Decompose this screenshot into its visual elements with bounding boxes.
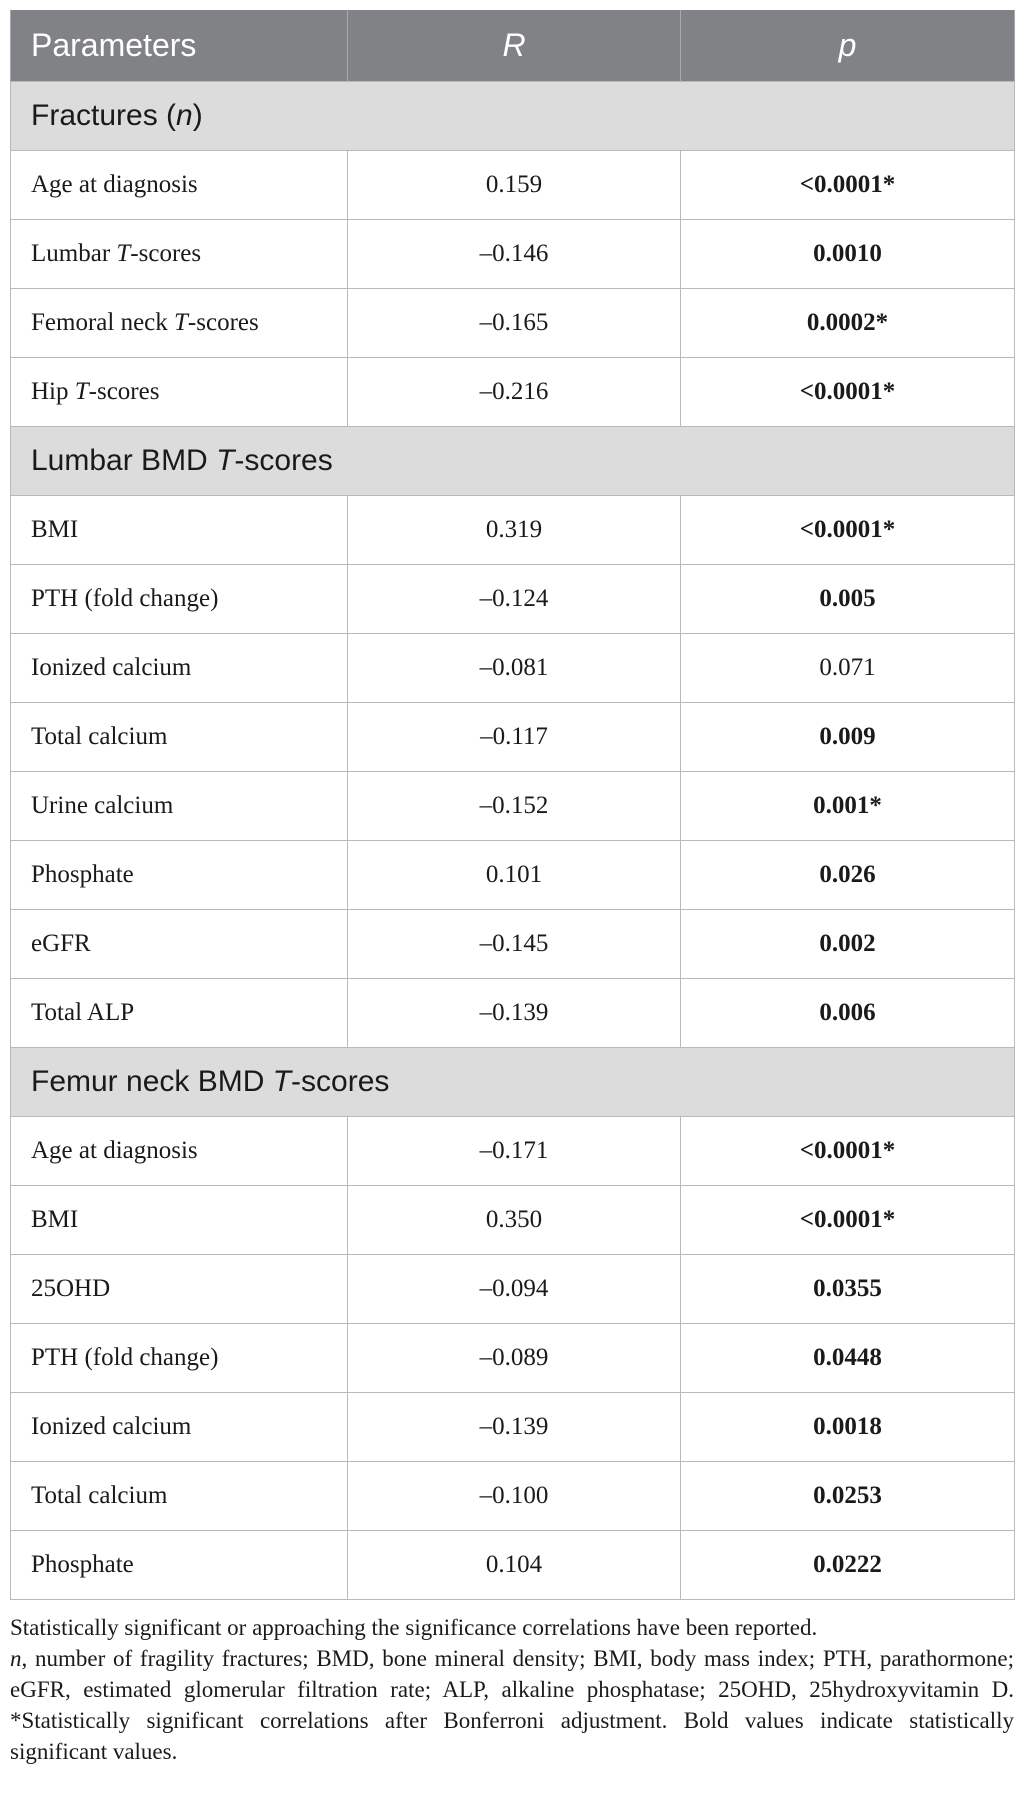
r-value-cell: 0.159: [348, 150, 681, 219]
p-value-cell: 0.005: [681, 564, 1015, 633]
footnote-text: , number of fragility fractures; BMD, bone mineral density; BMI, body mass index; PTH, parathormone; eGFR, estimated glomerular filtration rate; ALP, alkaline phosphatase; 25OHD, 25hydroxyvitamin D. *Statistically significant correlations after Bonferroni adjustment. Bold values indicate statistically significant values.: [10, 1645, 1014, 1764]
p-value-cell: 0.026: [681, 840, 1015, 909]
section-title-suffix: ): [192, 98, 203, 132]
parameter-cell: [11, 1116, 348, 1185]
section-title-suffix: -scores: [291, 1064, 390, 1098]
r-value-cell: 0.319: [348, 495, 681, 564]
section-title-italic: T: [216, 443, 235, 477]
parameter-text: Total ALP: [31, 998, 135, 1026]
p-value-cell: <0.0001*: [681, 1185, 1015, 1254]
section-title-text: Femur neck BMD: [31, 1064, 273, 1098]
p-value-cell: 0.0448: [681, 1323, 1015, 1392]
r-value-cell: –0.216: [348, 357, 681, 426]
parameter-cell: [11, 840, 348, 909]
footnote-line1: Statistically significant or approaching the significance correlations have been reported.: [10, 1614, 818, 1640]
table-row: [11, 1116, 1015, 1185]
table-row: [11, 1461, 1015, 1530]
section-title: [11, 1047, 1015, 1116]
parameter-cell: [11, 1185, 348, 1254]
table-row: [11, 771, 1015, 840]
parameter-suffix: -scores: [130, 239, 202, 267]
table-body: [11, 81, 1015, 1599]
r-value-cell: 0.101: [348, 840, 681, 909]
parameter-text: Hip: [31, 377, 75, 405]
parameter-cell: [11, 1323, 348, 1392]
parameter-suffix: -scores: [187, 308, 259, 336]
header-parameters: Parameters: [11, 10, 348, 81]
correlation-table-figure: [10, 10, 1014, 1767]
parameter-cell: [11, 219, 348, 288]
parameter-italic: T: [174, 308, 188, 336]
parameter-cell: [11, 1461, 348, 1530]
r-value-cell: –0.081: [348, 633, 681, 702]
table-footnote: [10, 1612, 1014, 1767]
table-row: [11, 1185, 1015, 1254]
header-r: R: [348, 10, 681, 81]
parameter-suffix: -scores: [88, 377, 160, 405]
parameter-cell: [11, 495, 348, 564]
p-value-cell: 0.006: [681, 978, 1015, 1047]
p-value-cell: <0.0001*: [681, 495, 1015, 564]
p-value-cell: 0.009: [681, 702, 1015, 771]
section-title-text: Lumbar BMD: [31, 443, 217, 477]
parameter-cell: [11, 1392, 348, 1461]
parameter-text: PTH (fold change): [31, 1343, 219, 1371]
section-header-row: [11, 81, 1015, 150]
r-value-cell: –0.117: [348, 702, 681, 771]
parameter-text: 25OHD: [31, 1274, 111, 1302]
parameter-text: Ionized calcium: [31, 1412, 192, 1440]
r-value-cell: –0.094: [348, 1254, 681, 1323]
parameter-text: Age at diagnosis: [31, 1136, 198, 1164]
correlation-table: [10, 10, 1015, 1600]
p-value-cell: <0.0001*: [681, 357, 1015, 426]
p-value-cell: 0.0222: [681, 1530, 1015, 1599]
parameter-cell: [11, 909, 348, 978]
section-title: [11, 81, 1015, 150]
r-value-cell: 0.350: [348, 1185, 681, 1254]
parameter-text: eGFR: [31, 929, 91, 957]
section-title-italic: T: [272, 1064, 292, 1098]
parameter-text: Total calcium: [31, 1481, 168, 1509]
parameter-text: PTH (fold change): [31, 584, 219, 612]
p-value-cell: 0.0010: [681, 219, 1015, 288]
parameter-cell: [11, 771, 348, 840]
parameter-text: BMI: [31, 515, 79, 543]
section-header-row: [11, 1047, 1015, 1116]
section-title: [11, 426, 1015, 495]
p-value-cell: <0.0001*: [681, 150, 1015, 219]
table-row: [11, 288, 1015, 357]
parameter-text: Age at diagnosis: [31, 170, 198, 198]
table-row: [11, 357, 1015, 426]
footnote-n: n: [10, 1645, 22, 1671]
header-p: p: [681, 10, 1015, 81]
parameter-cell: [11, 1530, 348, 1599]
r-value-cell: –0.165: [348, 288, 681, 357]
table-header-row: [11, 10, 1015, 81]
r-value-cell: –0.139: [348, 978, 681, 1047]
p-value-cell: 0.0253: [681, 1461, 1015, 1530]
parameter-text: Lumbar: [31, 239, 117, 267]
table-row: [11, 219, 1015, 288]
table-row: [11, 840, 1015, 909]
table-row: [11, 702, 1015, 771]
r-value-cell: –0.146: [348, 219, 681, 288]
table-row: [11, 150, 1015, 219]
parameter-italic: T: [74, 377, 89, 405]
table-row: [11, 978, 1015, 1047]
r-value-cell: 0.104: [348, 1530, 681, 1599]
parameter-text: Urine calcium: [31, 791, 174, 819]
p-value-cell: 0.002: [681, 909, 1015, 978]
p-value-cell: 0.0355: [681, 1254, 1015, 1323]
parameter-cell: [11, 978, 348, 1047]
parameter-text: Phosphate: [31, 1550, 134, 1578]
parameter-text: Femoral neck: [31, 308, 175, 336]
table-row: [11, 1254, 1015, 1323]
r-value-cell: –0.089: [348, 1323, 681, 1392]
table-row: [11, 495, 1015, 564]
table-row: [11, 564, 1015, 633]
table-row: [11, 1530, 1015, 1599]
section-title-italic: n: [176, 98, 193, 132]
r-value-cell: –0.171: [348, 1116, 681, 1185]
r-value-cell: –0.152: [348, 771, 681, 840]
r-value-cell: –0.139: [348, 1392, 681, 1461]
parameter-cell: [11, 150, 348, 219]
parameter-cell: [11, 633, 348, 702]
parameter-text: Total calcium: [31, 722, 168, 750]
footnote-abbreviations: [10, 1643, 1014, 1767]
parameter-cell: [11, 357, 348, 426]
parameter-cell: [11, 564, 348, 633]
parameter-text: Ionized calcium: [31, 653, 192, 681]
section-title-text: Fractures (: [31, 98, 177, 132]
section-title-suffix: -scores: [234, 443, 333, 477]
p-value-cell: 0.001*: [681, 771, 1015, 840]
r-value-cell: –0.145: [348, 909, 681, 978]
section-header-row: [11, 426, 1015, 495]
table-row: [11, 633, 1015, 702]
r-value-cell: –0.124: [348, 564, 681, 633]
p-value-cell: 0.0018: [681, 1392, 1015, 1461]
p-value-cell: <0.0001*: [681, 1116, 1015, 1185]
r-value-cell: –0.100: [348, 1461, 681, 1530]
parameter-italic: T: [116, 239, 131, 267]
parameter-cell: [11, 1254, 348, 1323]
parameter-cell: [11, 702, 348, 771]
parameter-cell: [11, 288, 348, 357]
p-value-cell: 0.0002*: [681, 288, 1015, 357]
parameter-text: BMI: [31, 1205, 79, 1233]
parameter-text: Phosphate: [31, 860, 134, 888]
table-row: [11, 909, 1015, 978]
table-row: [11, 1392, 1015, 1461]
p-value-cell: 0.071: [681, 633, 1015, 702]
table-row: [11, 1323, 1015, 1392]
